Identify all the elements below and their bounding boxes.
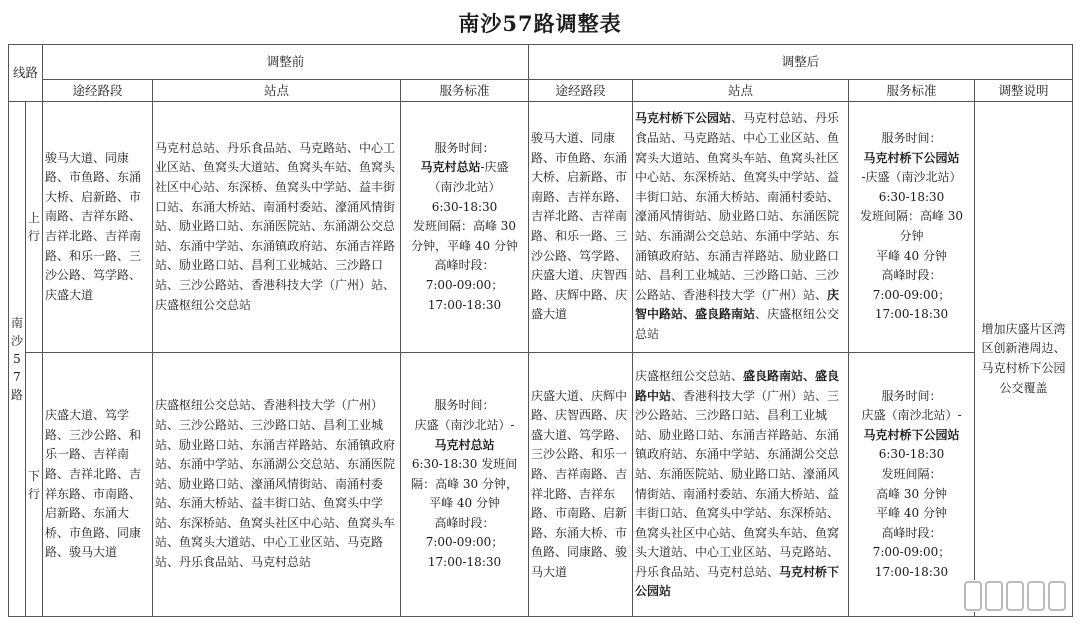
up-before-stations: 马克村总站、丹乐食品站、马克路站、中心工业区站、鱼窝头大道站、鱼窝头车站、鱼窝头社区中心站、东深桥、鱼窝头中学站、益丰街口站、东涌大桥站、南涌村委站、濠涌风情街站、励业路口站、东涌医院站、东涌湖公交总站、东涌中学站、东涌镇政府站、东涌吉祥路站、励业路口站、昌利工业城站、三沙路口站、三沙公路站、香港科技大学（广州）站、庆盛枢纽公交总站 (153, 102, 401, 353)
down-before-road: 庆盛大道、笃学路、三沙公路、和乐一路、吉祥南路、吉祥北路、吉祥东路、市南路、启新路、东涌大桥、市鱼路、同康路、骏马大道 (43, 353, 153, 617)
header-after-stations: 站点 (633, 80, 849, 102)
header-after-road: 途经路段 (529, 80, 633, 102)
header-before-service: 服务标准 (401, 80, 529, 102)
watermark-logo (957, 580, 1070, 612)
watermark-shape-icon (964, 581, 982, 611)
direction-up: 上行 (26, 102, 43, 353)
up-before-road: 骏马大道、同康路、市鱼路、东涌大桥、启新路、市南路、吉祥东路、吉祥北路、吉祥南路、和乐一路、三沙公路、笃学路、庆盛大道 (43, 102, 153, 353)
down-before-service: 服务时间： 庆盛（南沙北站）- 马克村总站 6:30-18:30 发班间 隔：高峰 30 分钟， 平峰 40 分钟 高峰时段： 7:00-09:00； 17:00-18:30 (401, 353, 529, 617)
up-after-stations: 马克村桥下公园站、马克村总站、丹乐食品站、马克路站、中心工业区站、鱼窝头大道站、鱼窝头车站、鱼窝头社区中心站、东深桥站、鱼窝头中学站、益丰街口站、东涌大桥站、南涌村委站、濠涌风情街站、励业路口站、东涌医院站、东涌湖公交总站、东涌中学站、东涌镇政府站、东涌吉祥路站、励业路口站、昌利工业城站、三沙路口站、三沙公路站、香港科技大学（广州）站、庆智中路站、盛良路南站、庆盛枢纽公交总站 (633, 102, 849, 353)
header-explain: 调整说明 (975, 80, 1073, 102)
adjustment-table (8, 44, 1073, 617)
route-name: 南沙57路 (9, 102, 26, 617)
header-after: 调整后 (529, 45, 1073, 80)
down-after-service: 服务时间： 庆盛（南沙北站）- 马克村桥下公园站 6:30-18:30 发班间隔： 高峰 30 分钟 平峰 40 分钟 高峰时段： 7:00-09:00； 17:00-18:30 (849, 353, 975, 617)
header-after-service: 服务标准 (849, 80, 975, 102)
watermark-shape-icon (1006, 581, 1024, 611)
watermark-shape-icon (1027, 581, 1045, 611)
page-title: 南沙57路调整表 (458, 11, 622, 36)
down-after-stations: 庆盛枢纽公交总站、盛良路南站、盛良路中站、香港科技大学（广州）站、三沙公路站、三沙路口站、昌利工业城站、励业路口站、东涌吉祥路站、东涌镇政府站、东涌中学站、东涌湖公交总站、东涌医院站、励业路口站、濠涌风情街站、南涌村委站、东涌大桥站、益丰街口站、鱼窝头中学站、东深桥站、鱼窝头社区中心站、鱼窝头车站、鱼窝头大道站、中心工业区站、马克路站、丹乐食品站、马克村总站、马克村桥下公园站 (633, 353, 849, 617)
header-before: 调整前 (43, 45, 529, 80)
header-before-stations: 站点 (153, 80, 401, 102)
watermark-shape-icon (1048, 581, 1066, 611)
down-after-road: 庆盛大道、庆辉中路、庆智西路、庆盛大道、笃学路、三沙公路、和乐一路、吉祥南路、吉祥北路、吉祥东路、市南路、启新路、东涌大桥、市鱼路、同康路、骏马大道 (529, 353, 633, 617)
header-before-road: 途经路段 (43, 80, 153, 102)
up-after-service: 服务时间： 马克村桥下公园站 -庆盛（南沙北站） 6:30-18:30 发班间隔：高峰 30 分钟 平峰 40 分钟 高峰时段： 7:00-09:00； 17:00-18:30 (849, 102, 975, 353)
up-after-road: 骏马大道、同康路、市鱼路、东涌大桥、启新路、市南路、吉祥东路、吉祥北路、吉祥南路、和乐一路、三沙公路、笃学路、庆盛大道、庆智西路、庆辉中路、庆盛大道 (529, 102, 633, 353)
up-before-service: 服务时间： 马克村总站-庆盛 （南沙北站） 6:30-18:30 发班间隔：高峰 30 分钟，平峰 40 分钟 高峰时段： 7:00-09:00； 17:00-18:30 (401, 102, 529, 353)
down-before-stations: 庆盛枢纽公交总站、香港科技大学（广州）站、三沙公路站、三沙路口站、昌利工业城站、励业路口站、东涌吉祥路站、东涌镇政府站、东涌中学站、东涌湖公交总站、东涌医院站、励业路口站、濠涌风情街站、南涌村委站、东涌大桥站、益丰街口站、鱼窝头中学站、东深桥站、鱼窝头社区中心站、鱼窝头车站、鱼窝头大道站、中心工业区站、马克路站、丹乐食品站、马克村总站 (153, 353, 401, 617)
adjustment-explanation: 增加庆盛片区湾区创新港周边、马克村桥下公园公交覆盖 (975, 102, 1073, 617)
watermark-shape-icon (985, 581, 1003, 611)
header-line: 线路 (9, 45, 43, 102)
direction-down: 下行 (26, 353, 43, 617)
